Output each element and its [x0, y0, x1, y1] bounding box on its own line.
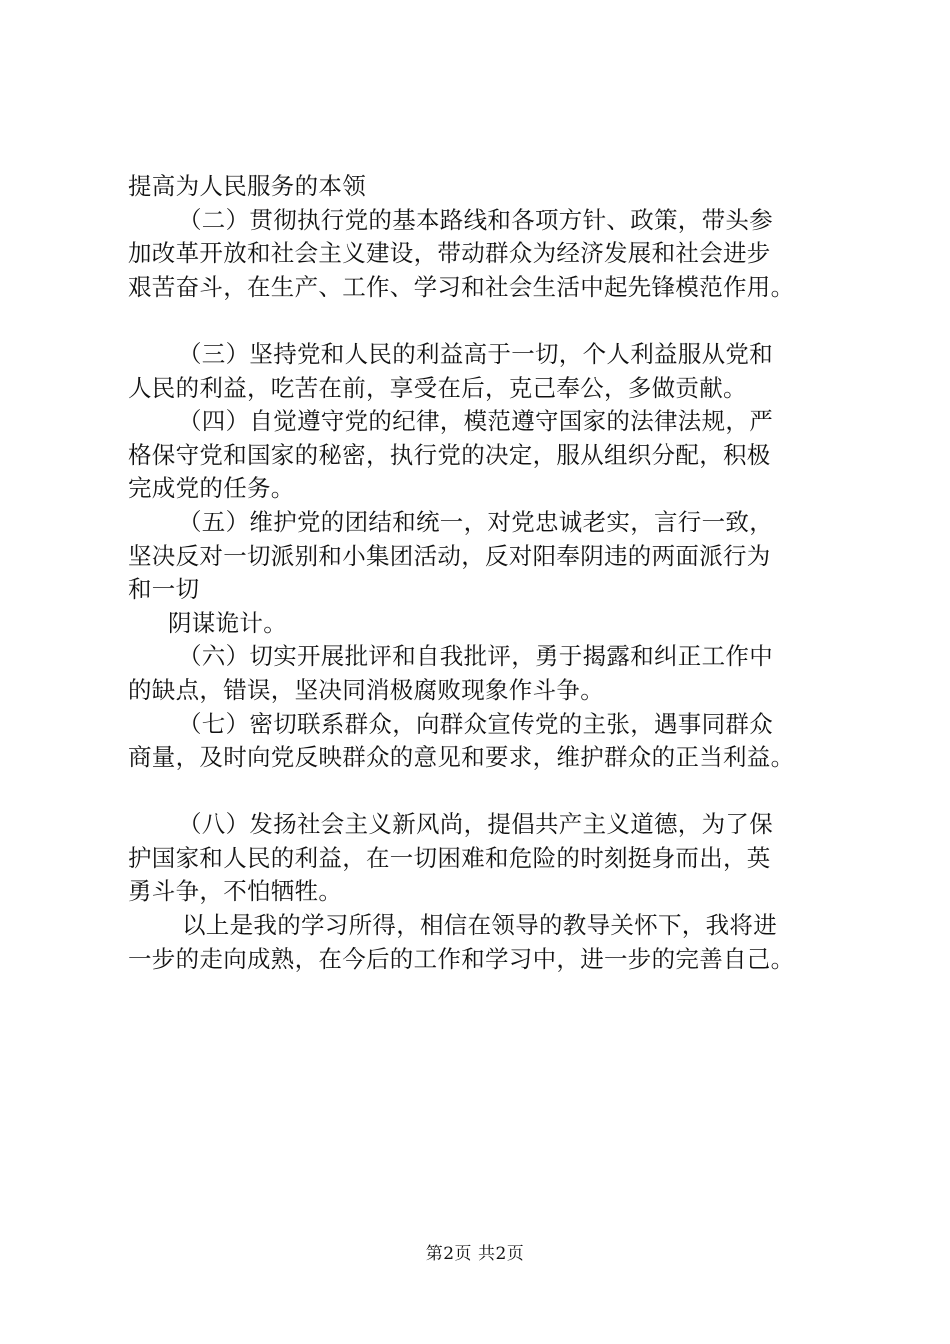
text-line: 人民的利益，吃苦在前，享受在后，克己奉公，多做贡献。 — [128, 373, 747, 402]
text-line: 艰苦奋斗，在生产、工作、学习和社会生活中起先锋模范作用。 — [128, 272, 795, 301]
text-line: 的缺点，错误，坚决同消极腐败现象作斗争。 — [128, 675, 604, 704]
text-line: 加改革开放和社会主义建设，带动群众为经济发展和社会进步 — [128, 239, 771, 268]
paragraph-gap — [128, 304, 858, 338]
text-line: 商量，及时向党反映群众的意见和要求，维护群众的正当利益。 — [128, 743, 795, 772]
text-line: （五）维护党的团结和统一，对党忠诚老实，言行一致， — [178, 507, 773, 536]
text-line: （六）切实开展批评和自我批评，勇于揭露和纠正工作中 — [178, 642, 773, 671]
text-line: （二）贯彻执行党的基本路线和各项方针、政策，带头参 — [178, 205, 773, 234]
text-line: 格保守党和国家的秘密，执行党的决定，服从组织分配，积极 — [128, 440, 771, 469]
page-footer: 第2页 共2页 — [425, 1244, 525, 1264]
text-line: （八）发扬社会主义新风尚，提倡共产主义道德，为了保 — [178, 810, 773, 839]
text-line: 坚决反对一切派别和小集团活动，反对阳奉阴违的两面派行为 — [128, 541, 771, 570]
text-line: （七）密切联系群众，向群众宣传党的主张，遇事同群众 — [178, 709, 773, 738]
text-line: 勇斗争，不怕牺牲。 — [128, 877, 343, 906]
text-line: 和一切 — [128, 575, 200, 604]
text-line: （三）坚持党和人民的利益高于一切，个人利益服从党和 — [178, 339, 773, 368]
text-line: 一步的走向成熟，在今后的工作和学习中，进一步的完善自己。 — [128, 944, 795, 973]
text-line: 完成党的任务。 — [128, 474, 295, 503]
text-line: 以上是我的学习所得，相信在领导的教导关怀下，我将进 — [182, 911, 777, 940]
text-line: 护国家和人民的利益，在一切困难和危险的时刻挺身而出，英 — [128, 843, 771, 872]
paragraph-gap — [128, 775, 858, 809]
document-body — [128, 170, 858, 976]
text-line: 阴谋诡计。 — [168, 608, 287, 637]
text-line: 提高为人民服务的本领 — [128, 172, 366, 200]
text-line: （四）自觉遵守党的纪律，模范遵守国家的法律法规，严 — [178, 407, 773, 436]
